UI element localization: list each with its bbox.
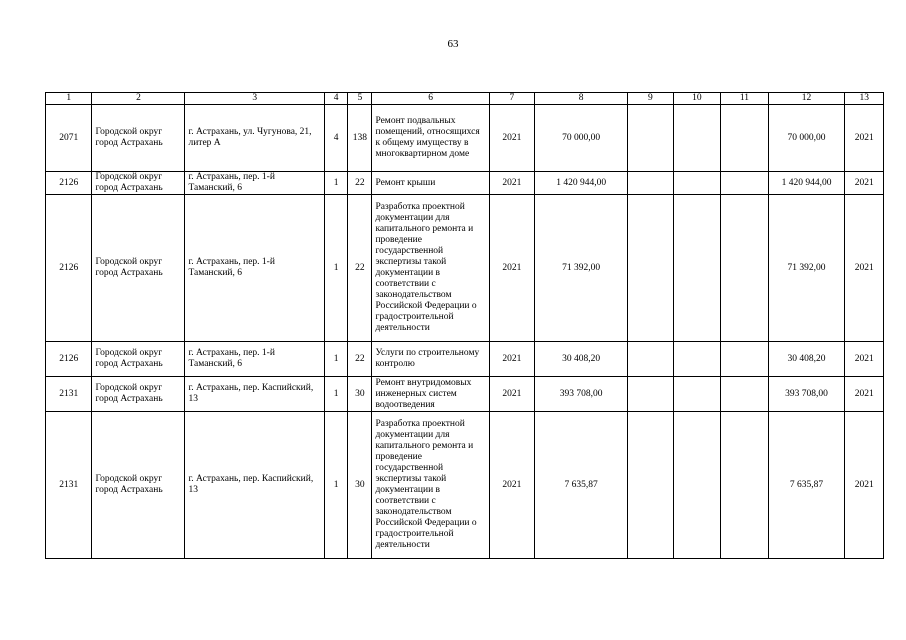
cell-work-type: Ремонт внутридомовых инженерных систем водоотведения	[372, 377, 489, 412]
cell-municipality: Городской округ город Астрахань	[92, 172, 185, 195]
cell-col4: 1	[324, 172, 347, 195]
cell-col10	[673, 412, 721, 559]
column-header: 12	[768, 93, 845, 105]
cell-col5: 22	[348, 342, 372, 377]
page-number: 63	[447, 38, 459, 50]
column-header: 10	[673, 93, 721, 105]
table-row	[46, 342, 884, 377]
cell-col13-year: 2021	[845, 195, 884, 342]
cell-col9	[628, 172, 673, 195]
cell-object-id: 2131	[46, 377, 92, 412]
cell-address: г. Астрахань, пер. 1-й Таманский, 6	[185, 172, 324, 195]
cell-col5: 22	[348, 172, 372, 195]
cell-total-cost: 1 420 944,00	[535, 172, 628, 195]
cell-col11	[721, 105, 769, 172]
cell-address: г. Астрахань, пер. Каспийский, 13	[185, 412, 324, 559]
cell-col9	[628, 377, 673, 412]
cell-year: 2021	[489, 412, 534, 559]
cell-object-id: 2126	[46, 342, 92, 377]
cell-year: 2021	[489, 105, 534, 172]
cell-address: г. Астрахань, пер. 1-й Таманский, 6	[185, 342, 324, 377]
column-header: 11	[721, 93, 769, 105]
cell-col12-cost: 1 420 944,00	[768, 172, 845, 195]
cell-col4: 1	[324, 377, 347, 412]
cell-address: г. Астрахань, пер. Каспийский, 13	[185, 377, 324, 412]
cell-work-type: Разработка проектной документации для капитального ремонта и проведение государственной экспертизы такой документации в соответствии с законодательством Российской Федерации о градостроительной деятельности	[372, 412, 489, 559]
cell-address: г. Астрахань, ул. Чугунова, 21, литер А	[185, 105, 324, 172]
cell-col10	[673, 105, 721, 172]
column-header: 2	[92, 93, 185, 105]
cell-col9	[628, 342, 673, 377]
column-number-row	[46, 93, 884, 105]
cell-object-id: 2126	[46, 172, 92, 195]
cell-col11	[721, 172, 769, 195]
cell-col5: 22	[348, 195, 372, 342]
cell-col11	[721, 195, 769, 342]
cell-work-type: Ремонт подвальных помещений, относящихся к общему имуществу в многоквартирном доме	[372, 105, 489, 172]
cell-col12-cost: 70 000,00	[768, 105, 845, 172]
column-header: 3	[185, 93, 324, 105]
cell-col10	[673, 377, 721, 412]
column-header: 9	[628, 93, 673, 105]
cell-total-cost: 71 392,00	[535, 195, 628, 342]
cell-year: 2021	[489, 195, 534, 342]
column-header: 6	[372, 93, 489, 105]
column-header: 1	[46, 93, 92, 105]
cell-municipality: Городской округ город Астрахань	[92, 412, 185, 559]
cell-col11	[721, 377, 769, 412]
cell-municipality: Городской округ город Астрахань	[92, 342, 185, 377]
cell-total-cost: 7 635,87	[535, 412, 628, 559]
cell-col4: 1	[324, 195, 347, 342]
cell-col13-year: 2021	[845, 105, 884, 172]
cell-total-cost: 393 708,00	[535, 377, 628, 412]
cell-col13-year: 2021	[845, 342, 884, 377]
cell-total-cost: 30 408,20	[535, 342, 628, 377]
cell-municipality: Городской округ город Астрахань	[92, 195, 185, 342]
table-row	[46, 195, 884, 342]
cell-col4: 1	[324, 342, 347, 377]
cell-total-cost: 70 000,00	[535, 105, 628, 172]
cell-col10	[673, 172, 721, 195]
cell-col13-year: 2021	[845, 412, 884, 559]
cell-col12-cost: 71 392,00	[768, 195, 845, 342]
cell-col13-year: 2021	[845, 377, 884, 412]
column-header: 7	[489, 93, 534, 105]
cell-address: г. Астрахань, пер. 1-й Таманский, 6	[185, 195, 324, 342]
cell-col12-cost: 30 408,20	[768, 342, 845, 377]
cell-col9	[628, 195, 673, 342]
cell-municipality: Городской округ город Астрахань	[92, 105, 185, 172]
cell-col11	[721, 342, 769, 377]
cell-object-id: 2071	[46, 105, 92, 172]
cell-col13-year: 2021	[845, 172, 884, 195]
cell-object-id: 2126	[46, 195, 92, 342]
column-header: 4	[324, 93, 347, 105]
table-row	[46, 377, 884, 412]
cell-col11	[721, 412, 769, 559]
table-row	[46, 412, 884, 559]
capital-repair-table	[45, 92, 884, 559]
table-row	[46, 105, 884, 172]
cell-year: 2021	[489, 342, 534, 377]
cell-year: 2021	[489, 377, 534, 412]
cell-col5: 30	[348, 412, 372, 559]
cell-year: 2021	[489, 172, 534, 195]
cell-col12-cost: 7 635,87	[768, 412, 845, 559]
column-header: 13	[845, 93, 884, 105]
column-header: 5	[348, 93, 372, 105]
cell-municipality: Городской округ город Астрахань	[92, 377, 185, 412]
cell-work-type: Ремонт крыши	[372, 172, 489, 195]
cell-col5: 30	[348, 377, 372, 412]
cell-work-type: Услуги по строительному контролю	[372, 342, 489, 377]
cell-col12-cost: 393 708,00	[768, 377, 845, 412]
cell-col4: 4	[324, 105, 347, 172]
cell-col10	[673, 342, 721, 377]
cell-col4: 1	[324, 412, 347, 559]
cell-object-id: 2131	[46, 412, 92, 559]
column-header: 8	[535, 93, 628, 105]
table-row	[46, 172, 884, 195]
cell-work-type: Разработка проектной документации для капитального ремонта и проведение государственной экспертизы такой документации в соответствии с законодательством Российской Федерации о градостроительной деятельности	[372, 195, 489, 342]
cell-col10	[673, 195, 721, 342]
cell-col5: 138	[348, 105, 372, 172]
cell-col9	[628, 412, 673, 559]
cell-col9	[628, 105, 673, 172]
